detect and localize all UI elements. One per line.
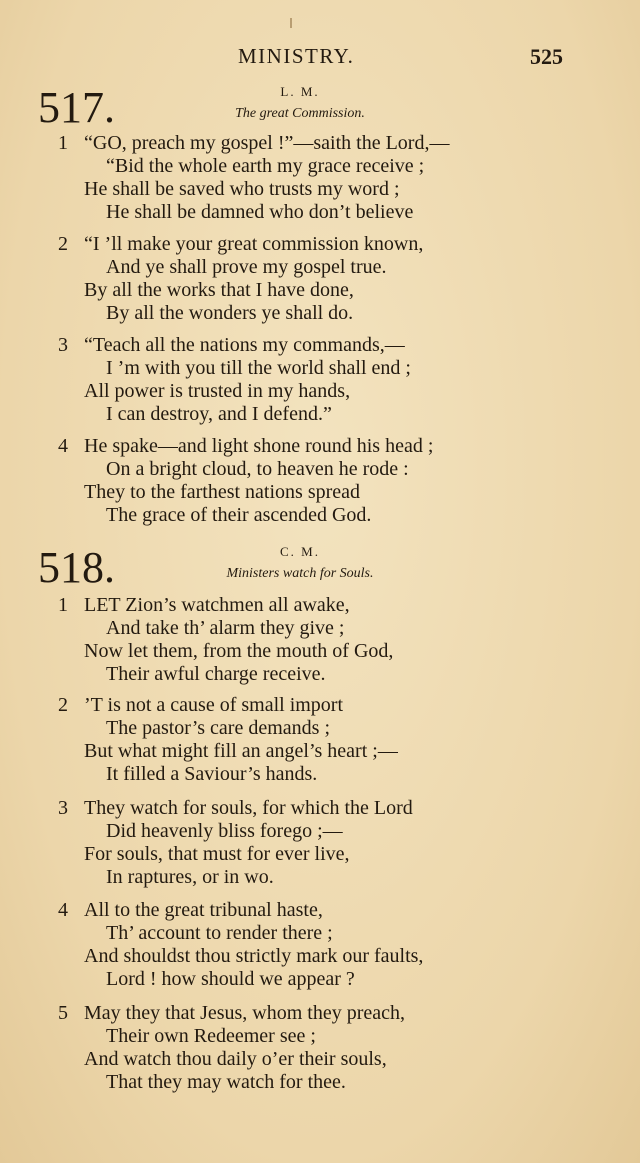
hymn-meter: L. M. xyxy=(280,84,320,99)
verse-line: In raptures, or in wo. xyxy=(106,866,274,888)
verse-line: He shall be saved who trusts my word ; xyxy=(84,178,400,200)
verse-line: By all the wonders ye shall do. xyxy=(106,302,354,324)
verse-line: He spake—and light shone round his head ; xyxy=(84,435,434,457)
hymn-number: 518. xyxy=(38,543,115,592)
hymn-subtitle: The great Commission. xyxy=(235,106,365,121)
verse-line: “Bid the whole earth my grace receive ; xyxy=(106,155,425,177)
verse-number: 2 xyxy=(58,233,68,255)
verse-number: 1 xyxy=(58,594,68,616)
verse-line: On a bright cloud, to heaven he rode : xyxy=(106,458,409,480)
verse-line: But what might fill an angel’s heart ;— xyxy=(84,740,398,762)
page-number: 525 xyxy=(530,44,563,69)
verse-line: Their own Redeemer see ; xyxy=(106,1025,316,1047)
verse-line: The grace of their ascended God. xyxy=(106,504,372,526)
verse-number: 3 xyxy=(58,334,68,356)
verse-line: And shouldst thou strictly mark our faults, xyxy=(84,945,424,967)
verse-number: 3 xyxy=(58,797,68,819)
verse-line: Their awful charge receive. xyxy=(106,663,326,685)
running-title: MINISTRY. xyxy=(238,44,355,68)
verse-line: And watch thou daily o’er their souls, xyxy=(84,1048,387,1070)
hymn-meter: C. M. xyxy=(280,544,320,559)
verse-line: “GO, preach my gospel !”—saith the Lord,— xyxy=(84,132,450,154)
verse-line: “I ’ll make your great commission known, xyxy=(84,233,424,255)
verse-line: “Teach all the nations my commands,— xyxy=(84,334,405,356)
page-header xyxy=(0,44,640,74)
hymn-number: 517. xyxy=(38,83,115,132)
verse-line: And ye shall prove my gospel true. xyxy=(106,256,387,278)
verse-line: Lord ! how should we appear ? xyxy=(106,968,355,990)
verse-number: 4 xyxy=(58,899,68,921)
verse-line: By all the works that I have done, xyxy=(84,279,354,301)
verse-line: They to the farthest nations spread xyxy=(84,481,361,503)
print-mark xyxy=(290,18,292,28)
verse-line: He shall be damned who don’t believe xyxy=(106,201,414,223)
verse-line: All power is trusted in my hands, xyxy=(84,380,351,402)
verse-line: And take th’ alarm they give ; xyxy=(106,617,345,639)
verse-line: Did heavenly bliss forego ;— xyxy=(106,820,343,842)
verse-number: 1 xyxy=(58,132,68,154)
verse-line: All to the great tribunal haste, xyxy=(84,899,323,921)
verse-line: For souls, that must for ever live, xyxy=(84,843,350,865)
verse-line: It filled a Saviour’s hands. xyxy=(106,763,318,785)
verse-line: They watch for souls, for which the Lord xyxy=(84,797,413,819)
verse-line: ’T is not a cause of small import xyxy=(84,694,344,716)
verse-line: I can destroy, and I defend.” xyxy=(106,403,332,425)
verse-line: That they may watch for thee. xyxy=(106,1071,346,1093)
verse-number: 5 xyxy=(58,1002,68,1024)
verse-line: Th’ account to render there ; xyxy=(106,922,333,944)
hymn-subtitle: Ministers watch for Souls. xyxy=(226,566,374,581)
verse-line: I ’m with you till the world shall end ; xyxy=(106,357,411,379)
verse-number: 2 xyxy=(58,694,68,716)
verse-line: Now let them, from the mouth of God, xyxy=(84,640,394,662)
verse-line: May they that Jesus, whom they preach, xyxy=(84,1002,406,1024)
verse-line: The pastor’s care demands ; xyxy=(106,717,330,739)
verse-line: LET Zion’s watchmen all awake, xyxy=(84,594,350,616)
verse-number: 4 xyxy=(58,435,68,457)
